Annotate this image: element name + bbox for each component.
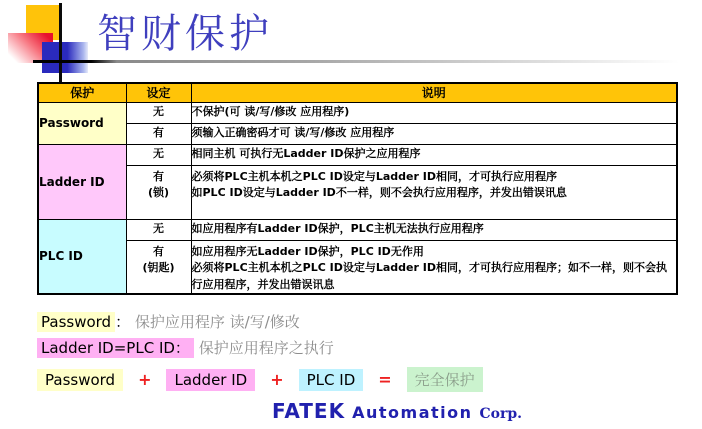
equation-term-ladder-id: Ladder ID <box>166 369 255 391</box>
equation-term-password: Password <box>37 369 123 391</box>
table-row <box>38 240 677 294</box>
brand-fatek: FATEK <box>272 399 346 423</box>
note-ladder-text: 保护应用程序之执行 <box>198 339 334 357</box>
description-line: 不保护(可 读/写/修改 应用程序) <box>191 105 350 119</box>
description-cell <box>191 123 677 144</box>
equation-equals: = <box>378 370 392 389</box>
table-row <box>38 144 677 165</box>
group-cell-ladder-id: Ladder ID <box>38 144 126 219</box>
table-row <box>38 102 677 123</box>
description-cell <box>191 240 677 294</box>
protection-equation <box>37 367 483 392</box>
company-logo <box>272 399 522 423</box>
description-cell <box>191 144 677 165</box>
description-line: 如应用程序无Ladder ID保护，PLC ID无作用 <box>191 244 424 258</box>
description-line: 须输入正确密码才可 读/写/修改 应用程序 <box>191 126 395 140</box>
decoration-blue-square <box>42 42 88 73</box>
description-cell <box>191 102 677 123</box>
note-password-colon: ： <box>115 313 131 331</box>
description-line: 必须将PLC主机本机之PLC ID设定与Ladder ID相同，才可执行应用程序；如不一样，则不会执行应用程序，并发出错误讯息 <box>191 261 667 291</box>
description-line: 如应用程序有Ladder ID保护，PLC主机无法执行应用程序 <box>191 222 484 236</box>
description-line: 必须将PLC主机本机之PLC ID设定与Ladder ID相同，才可执行应用程序 <box>191 169 557 183</box>
equation-plus-2: + <box>270 370 284 389</box>
equation-term-plc-id: PLC ID <box>299 369 364 391</box>
description-line: 相同主机 可执行无Ladder ID保护之应用程序 <box>191 147 421 161</box>
note-ladder-plc <box>37 337 334 358</box>
group-cell-password: Password <box>38 102 126 144</box>
header-protection: 保护 <box>38 83 126 102</box>
note-password <box>37 311 300 332</box>
description-line: 如PLC ID设定与Ladder ID不一样，则不会执行应用程序，并发出错误讯息 <box>191 186 567 199</box>
setting-cell: 有 <box>126 123 191 144</box>
header-description: 说明 <box>191 83 677 102</box>
equation-result: 完全保护 <box>407 367 483 392</box>
page-title: 智财保护 <box>97 11 273 57</box>
setting-line: (锁) <box>147 186 170 199</box>
setting-cell: 无 <box>126 102 191 123</box>
description-cell <box>191 165 677 219</box>
table-row <box>38 219 677 240</box>
protection-table <box>37 82 678 295</box>
note-ladder-label: Ladder ID=PLC ID： <box>37 338 194 358</box>
equation-plus-1: + <box>138 370 152 389</box>
note-password-label: Password <box>37 312 115 332</box>
table-header-row <box>38 83 677 102</box>
header-setting: 设定 <box>126 83 191 102</box>
setting-cell: 无 <box>126 144 191 165</box>
group-cell-plc-id: PLC ID <box>38 219 126 294</box>
note-password-text: 保护应用程序 读/写/修改 <box>134 313 300 331</box>
brand-automation: Automation <box>352 403 473 422</box>
setting-cell: 无 <box>126 219 191 240</box>
title-divider-line <box>33 60 679 63</box>
table-row <box>38 165 677 219</box>
description-cell <box>191 219 677 240</box>
brand-corp: Corp. <box>479 406 523 422</box>
setting-line: (钥匙) <box>142 261 175 274</box>
setting-cell <box>126 240 191 294</box>
table-row <box>38 123 677 144</box>
setting-line: 有 <box>153 244 164 258</box>
setting-cell <box>126 165 191 219</box>
setting-line: 有 <box>153 169 164 183</box>
decoration-vertical-line <box>59 3 62 84</box>
